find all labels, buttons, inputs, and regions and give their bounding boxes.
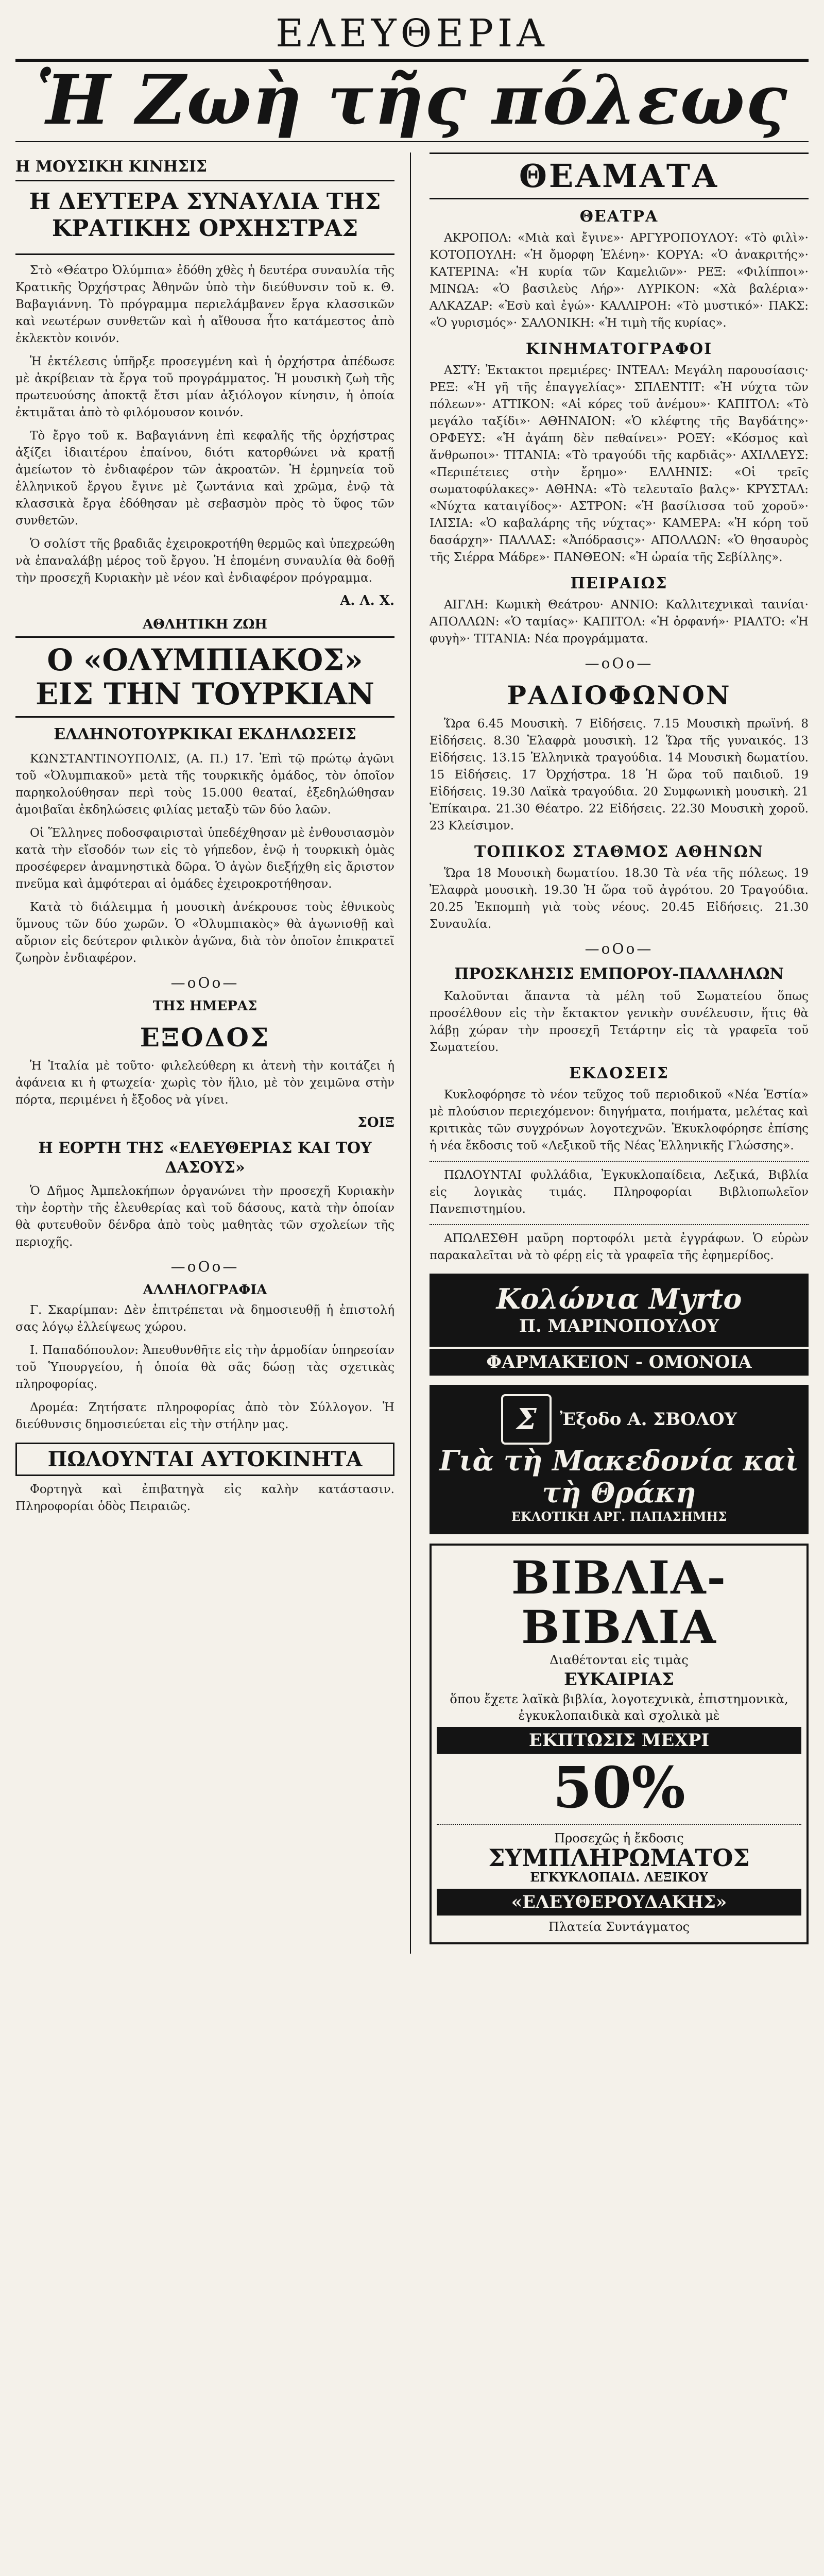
theatre-section-title: ΘΕΑΜΑΤΑ <box>430 152 809 199</box>
sale-notice <box>430 1167 809 1218</box>
separator-ornament: —oOo— <box>585 655 654 672</box>
theatre-listings <box>430 230 809 332</box>
books-ad-upcoming: Προσεχῶς ἡ ἔκδοσις <box>554 1831 684 1845</box>
sports-article <box>15 751 394 967</box>
local-station-head: ΤΟΠΙΚΟΣ ΣΤΑΘΜΟΣ ΑΘΗΝΩΝ <box>474 843 764 861</box>
cologne-banner: ΦΑΡΜΑΚΕΙΟΝ - ΟΜΟΝΟΙΑ <box>430 1349 809 1376</box>
dotted-divider <box>430 1161 809 1162</box>
book-ad-header <box>437 1394 801 1445</box>
sports-subheadline: ΕΛΛΗΝΟΤΟΥΡΚΙΚΑΙ ΕΚΔΗΛΩΣΕΙΣ <box>54 725 356 743</box>
today-headline: ΕΞΟΔΟΣ <box>140 1022 270 1053</box>
books-ad-discount-label: ΕΚΠΤΩΣΙΣ ΜΕΧΡΙ <box>437 1727 801 1754</box>
cinema-listings <box>430 362 809 566</box>
sports-category: ΑΘΛΗΤΙΚΗ ΖΩΗ <box>143 617 267 632</box>
music-article <box>15 262 394 587</box>
sale-text: ΠΩΛΟΥΝΤΑΙ φυλλάδια, Ἐγκυκλοπαίδεια, Λεξικά, Βιβλία εἰς λογικὰς τιμάς. Πληροφορίαι Βιβλιοπωλεῖον Πανεπιστημίου. <box>430 1168 809 1216</box>
notice-article <box>430 988 809 1056</box>
section-rule <box>15 141 809 142</box>
cinema-head: ΚΙΝΗΜΑΤΟΓΡΑΦΟΙ <box>525 340 713 358</box>
publications-text: Κυκλοφόρησε τὸ νέον τεῦχος τοῦ περιοδικοῦ «Νέα Ἑστία» μὲ πλούσιον περιεχόμενον: διηγήματα, ποιήματα, μελέτας καὶ κριτικὰς τῶν συγχρόνων λογοτεχνῶν. Ἐκυκλοφόρησε ἐπίσης ἡ νέα ἔκδοσις τοῦ «Λεξικοῦ τῆς Νέας Ἑλληνικῆς Γλώσσης». <box>430 1088 809 1153</box>
book-ad-subtitle: Γιὰ τὴ Μακεδονία καὶ τὴ Θράκη <box>439 1444 799 1509</box>
letters-article <box>15 1302 394 1433</box>
book-ad <box>430 1385 809 1534</box>
book-ad-title: Ἐξοδο Α. ΣΒΟΛΟΥ <box>560 1409 737 1430</box>
paper-name: ΕΛΕΥΘΕΡΙΑ <box>276 11 548 56</box>
books-ad-publisher: «ΕΛΕΥΘΕΡΟΥΔΑΚΗΣ» <box>437 1889 801 1916</box>
festival-headline: Η ΕΟΡΤΗ ΤΗΣ «ΕΛΕΥΘΕΡΙΑΣ ΚΑΙ ΤΟΥ ΔΑΣΟΥΣ» <box>38 1139 372 1177</box>
festival-text: Ὁ Δῆμος Ἀμπελοκήπων ὀργανώνει τὴν προσεχῆ Κυριακὴν τὴν ἐορτὴν τῆς ἐλευθερίας καὶ τοῦ δάσους, κατὰ τὴν ὁποίαν θὰ φυτευθοῦν δένδρα ἀπὸ τοὺς μαθητὰς τῶν σχολείων τῆς περιοχῆς. <box>15 1184 394 1249</box>
music-paragraph: Ἡ ἐκτέλεσις ὑπῆρξε προσεγμένη καὶ ἡ ὀρχήστρα ἀπέδωσε μὲ ἀκρίβειαν τὰ ἔργα τοῦ προγράμματος. Ἡ μουσικὴ ζωὴ τῆς πρωτευούσης ἀποκτᾷ ἔτσι μίαν ἀξιόλογον κίνησιν, ἡ ὁποία ἐκτιμᾶται ἀπὸ τὸ φιλόμουσον κοινόν. <box>15 355 394 419</box>
music-headline-box <box>15 180 394 255</box>
today-poem <box>15 1058 394 1109</box>
poem-text: Ἡ Ἰταλία μὲ τοῦτο· φιλελεύθερη κι ἀτενὴ τὴν κοιτάζει ἡ ἀφάνεια κι ἡ φτωχεία· χωρὶς τὸν ἥλιο, μὲ τὸν χειμῶνα στὴν πόρτα, περιμένει ἡ ἔξοδος νὰ γίνει. <box>15 1059 394 1107</box>
books-ad-description: ὅπου ἔχετε λαϊκὰ βιβλία, λογοτεχνικὰ, ἐπιστημονικὰ, ἐγκυκλοπαιδικὰ καὶ σχολικὰ μὲ <box>450 1692 788 1723</box>
local-station-schedule <box>430 865 809 933</box>
cinema-text: ΑΣΤΥ: Ἐκτακτοι πρεμιέρες· ΙΝΤΕΑΛ: Μεγάλη παρουσίασις· ΡΕΞ: «Ἡ γῆ τῆς ἐπαγγελίας»· ΣΠΛΕΝΤΙΤ: «Ἡ νύχτα τῶν πόλεων»· ΑΤΤΙΚΟΝ: «Αἱ κόρες τοῦ ἀνέμου»· ΚΑΠΙΤΟΛ: «Τὸ μεγάλο ταξίδι»· ΑΘΗΝΑΙΟΝ: «Ὁ κλέφτης τῆς Βαγδάτης»· ΟΡΦΕΥΣ: «Ἡ ἀγάπη δὲν πεθαίνει»· ΡΟΞΥ: «Κόσμος καὶ ἄνθρωποι»· ΤΙΤΑΝΙΑ: «Τὸ τραγούδι τῆς καρδιᾶς»· ΑΧΙΛΛΕΥΣ: «Περιπέτειες στὴν ἔρημο»· ΕΛΛΗΝΙΣ: «Οἱ τρεῖς σωματοφύλακες»· ΑΘΗΝΑ: «Τὸ τελευταῖο βαλς»· ΚΡΥΣΤΑΛ: «Νύχτα καταιγίδος»· ΑΣΤΡΟΝ: «Ἡ βασίλισσα τοῦ χοροῦ»· ΙΛΙΣΙΑ: «Ὁ καβαλάρης τῆς νύχτας»· ΚΑΜΕΡΑ: «Ἡ κόρη τοῦ δασάρχη»· ΠΑΛΛΑΣ: «Ἀπόδρασις»· ΑΠΟΛΛΩΝ: «Ὁ θησαυρὸς τῆς Σιέρρα Μάδρε»· ΠΑΝΘΕΟΝ: «Ἡ ὡραία τῆς Σεβίλλης». <box>430 364 809 564</box>
books-ad-title: ΒΙΒΛΙΑ-ΒΙΒΛΙΑ <box>511 1551 727 1654</box>
publisher-logo-icon: Σ <box>501 1394 552 1445</box>
radio-title: ΡΑΔΙΟΦΩΝΟΝ <box>507 680 731 710</box>
books-ad-discount: 50% <box>553 1754 685 1821</box>
letters-category: ΑΛΛΗΛΟΓΡΑΦΙΑ <box>143 1282 267 1298</box>
music-category: Η ΜΟΥΣΙΚΗ ΚΙΝΗΣΙΣ <box>15 158 207 176</box>
letter-item: Δρομέα: Ζητήσατε πληροφορίας ἀπὸ τὸν Σύλλογον. Ἡ διεύθυνσις δημοσιεύεται εἰς τὴν στήλην μας. <box>15 1401 394 1431</box>
music-signature: Α. Λ. Χ. <box>340 593 394 608</box>
masthead <box>15 10 809 142</box>
sports-headline-box <box>15 636 394 718</box>
dotted-divider <box>430 1224 809 1225</box>
classified-article <box>15 1481 394 1515</box>
letter-item: Γ. Σκαρίμπαν: Δὲν ἐπιτρέπεται νὰ δημοσιευθῇ ἡ ἐπιστολή σας λόγῳ ἐλλείψεως χώρου. <box>15 1303 394 1334</box>
section-title: Ἡ Ζωὴ τῆς πόλεως <box>36 60 788 140</box>
lost-text: ΑΠΩΛΕΣΘΗ μαῦρη πορτοφόλι μετὰ ἐγγράφων. Ὁ εὑρὼν παρακαλεῖται νὰ τὸ φέρῃ εἰς τὰ γραφεῖα τῆς ἐφημερίδος. <box>430 1232 809 1262</box>
lost-notice <box>430 1230 809 1264</box>
books-ad-encyclopedia: ΕΓΚΥΚΛΟΠΑΙΔ. ΛΕΞΙΚΟΥ <box>530 1870 708 1885</box>
local-station-text: Ὥρα 18 Μουσικὴ δωματίου. 18.30 Τὰ νέα τῆς πόλεως. 19 Ἐλαφρὰ μουσικὴ. 19.30 Ἡ ὥρα τοῦ ἀγρότου. 20 Τραγούδια. 20.25 Ἐκπομπὴ γιὰ τοὺς νέους. 20.45 Εἰδήσεις. 21.30 Συναυλία. <box>430 867 809 931</box>
books-ad-supplement: ΣΥΜΠΛΗΡΩΜΑΤΟΣ <box>488 1844 750 1872</box>
music-paragraph: Τὸ ἔργο τοῦ κ. Βαβαγιάννη ἐπὶ κεφαλῆς τῆς ὀρχήστρας ἀξίζει ἰδιαιτέρου ἐπαίνου, διότι κατορθώνει νὰ κρατῇ ἀμείωτον τὸ ἐνδιαφέρον τῶν ἀκροατῶν. Ἡ ἑρμηνεία τοῦ ἑλληνικοῦ ἔργου ἔγινε μὲ ζωντάνια καὶ χρῶμα, ἐνῷ τὰ κλασσικὰ ἔργα ἐδόθησαν μὲ σεβασμὸν πρὸς τὸ ὕφος τῶν συνθετῶν. <box>15 429 394 528</box>
sports-headline: Ο «ΟΛΥΜΠΙΑΚΟΣ» ΕΙΣ ΤΗΝ ΤΟΥΡΚΙΑΝ <box>36 642 374 711</box>
notice-text: Καλοῦνται ἅπαντα τὰ μέλη τοῦ Σωματείου ὅπως προσέλθουν εἰς τὴν ἔκτακτον γενικὴν συνέλευσιν, ἥτις θὰ λάβῃ χώραν τὴν προσεχῆ Τετάρτην εἰς τὰ γραφεῖα τοῦ Σωματείου. <box>430 990 809 1054</box>
classified-heading: ΠΩΛΟΥΝΤΑΙ ΑΥΤΟΚΙΝΗΤΑ <box>15 1443 394 1476</box>
piraeus-listings <box>430 597 809 648</box>
poem-signature: ΣΟΙΞ <box>357 1115 394 1130</box>
separator-ornament: —oOo— <box>585 940 654 957</box>
publications-head: ΕΚΔΟΣΕΙΣ <box>569 1064 669 1082</box>
theatre-head: ΘΕΑΤΡΑ <box>579 208 659 226</box>
today-category: ΤΗΣ ΗΜΕΡΑΣ <box>152 998 258 1014</box>
book-ad-publisher: ΕΚΛΟΤΙΚΗ ΑΡΓ. ΠΑΠΑΣΗΜΗΣ <box>511 1509 727 1524</box>
sports-paragraph: ΚΩΝΣΤΑΝΤΙΝΟΥΠΟΛΙΣ, (Α. Π.) 17. Ἐπὶ τῷ πρώτῳ ἀγῶνι τοῦ «Ὀλυμπιακοῦ» μετὰ τῆς τουρκικῆς ὁμάδος, τὸν ὁποῖον παρηκολούθησαν περὶ τοὺς 15.000 θεαταί, ἐξεδηλώθησαν ἀμοιβαῖαι ἐκδηλώσεις φιλίας μεταξὺ τῶν δύο λαῶν. <box>15 752 394 817</box>
letter-item: Ι. Παπαδόπουλον: Ἀπευθυνθῆτε εἰς τὴν ἁρμοδίαν ὑπηρεσίαν τοῦ Ὑπουργείου, ἡ ὁποία θὰ σᾶς δώσῃ τὰς σχετικὰς πληροφορίας. <box>15 1344 394 1391</box>
notice-head: ΠΡΟΣΚΛΗΣΙΣ ΕΜΠΟΡΟΥ-ΠΑΛΛΗΛΩΝ <box>454 965 784 983</box>
cologne-ad <box>430 1274 809 1347</box>
cologne-title: Κολώνια Myrto <box>496 1282 742 1315</box>
radio-text: Ὥρα 6.45 Μουσικὴ. 7 Εἰδήσεις. 7.15 Μουσικὴ πρωϊνή. 8 Εἰδήσεις. 8.30 Ἐλαφρὰ μουσικὴ. 12 Ὥρα τῆς γυναικός. 13 Εἰδήσεις. 13.15 Ἑλληνικὰ τραγούδια. 14 Μουσικὴ δωματίου. 15 Εἰδήσεις. 17 Ὀρχήστρα. 18 Ἡ ὥρα τοῦ παιδιοῦ. 19 Εἰδήσεις. 19.30 Λαϊκὰ τραγούδια. 20 Συμφωνικὴ μουσικὴ. 21 Ἐπίκαιρα. 21.30 Θέατρο. 22 Εἰδήσεις. 22.30 Μουσικὴ χοροῦ. 23 Κλείσιμον. <box>430 717 809 833</box>
publications-article <box>430 1087 809 1155</box>
piraeus-head: ΠΕΙΡΑΙΩΣ <box>570 574 668 592</box>
music-paragraph: Ὁ σολίστ τῆς βραδιᾶς ἐχειροκροτήθη θερμῶς καὶ ὑπεχρεώθη νὰ ἐπαναλάβῃ μέρος τοῦ ἔργου. Ἡ ἑπομένη συναυλία θὰ δοθῇ τὴν προσεχῆ Κυριακὴν μὲ νέον καὶ ἐνδιαφέρον πρόγραμμα. <box>15 537 394 585</box>
books-ad-bargain: ΕΥΚΑΙΡΙΑΣ <box>564 1669 674 1690</box>
classified-text: Φορτηγὰ καὶ ἐπιβατηγὰ εἰς καλὴν κατάστασιν. Πληροφορίαι ὁδὸς Πειραιῶς. <box>15 1483 394 1513</box>
radio-schedule <box>430 716 809 835</box>
books-ad-line: Διαθέτονται εἰς τιμὰς <box>550 1653 689 1667</box>
books-ad-address: Πλατεία Συντάγματος <box>548 1920 690 1934</box>
festival-article <box>15 1183 394 1251</box>
music-headline: Η ΔΕΥΤΕΡΑ ΣΥΝΑΥΛΙΑ ΤΗΣ ΚΡΑΤΙΚΗΣ ΟΡΧΗΣΤΡΑΣ <box>29 189 381 242</box>
separator-ornament: —oOo— <box>170 1258 239 1275</box>
piraeus-text: ΑΙΓΛΗ: Κωμικὴ Θεάτρου· ΑΝΝΙΟ: Καλλιτεχνικαὶ ταινίαι· ΑΠΟΛΛΩΝ: «Ὁ ταμίας»· ΚΑΠΙΤΟΛ: «Ἡ ὀρφανή»· ΡΙΑΛΤΟ: «Ἡ φυγὴ»· ΤΙΤΑΝΙΑ: Νέα προγράμματα. <box>430 598 809 646</box>
left-column <box>15 152 411 1954</box>
columns <box>15 152 809 1954</box>
books-sale-ad <box>430 1544 809 1944</box>
sports-paragraph: Οἱ Ἕλληνες ποδοσφαιρισταὶ ὑπεδέχθησαν μὲ ἐνθουσιασμὸν κατὰ τὴν εἴσοδόν των εἰς τὸ γήπεδον, ἐνῷ ἡ τουρκικὴ ὁμὰς προσέφερεν ἀναμνηστικὰ δῶρα. Ὁ ἀγὼν διεξήχθη εἰς ἄριστον πνεῦμα καὶ ἀμφότεραι αἱ ὁμάδες ἐχειροκροτήθησαν. <box>15 826 394 891</box>
sports-paragraph: Κατὰ τὸ διάλειμμα ἡ μουσικὴ ἀνέκρουσε τοὺς ἐθνικοὺς ὕμνους τῶν δύο χωρῶν. Ὁ «Ὀλυμπιακὸς» θὰ ἀγωνισθῇ καὶ αὔριον εἰς δεύτερον φιλικὸν ἀγῶνα, διὰ τὸν ὁποῖον ἐπικρατεῖ ζωηρὸν ἐνδιαφέρον. <box>15 901 394 965</box>
cologne-maker: Π. ΜΑΡΙΝΟΠΟΥΛΟΥ <box>519 1316 719 1336</box>
separator-ornament: —oOo— <box>170 974 239 991</box>
right-column <box>430 152 809 1954</box>
music-paragraph: Στὸ «Θέατρο Ὀλύμπια» ἐδόθη χθὲς ἡ δευτέρα συναυλία τῆς Κρατικῆς Ὀρχήστρας Ἀθηνῶν ὑπὸ τὴν διεύθυνσιν τοῦ κ. Θ. Βαβαγιάννη. Τὸ πρόγραμμα περιελάμβανεν ἔργα κλασσικῶν καὶ νεωτέρων συνθετῶν καὶ ἡ αἴθουσα ἦτο κατάμεστος ἀπὸ ἐκλεκτὸν κοινόν. <box>15 264 394 345</box>
dotted-divider <box>437 1824 801 1825</box>
theatre-text: ΑΚΡΟΠΟΛ: «Μιὰ καὶ ἔγινε»· ΑΡΓΥΡΟΠΟΥΛΟΥ: «Τὸ φιλὶ»· ΚΟΤΟΠΟΥΛΗ: «Ἡ ὄμορφη Ἑλένη»· ΚΟΡΥΑ: «Ὁ ἀνακριτής»· ΚΑΤΕΡΙΝΑ: «Ἡ κυρία τῶν Καμελιῶν»· ΡΕΞ: «Φιλίπποι»· ΜΙΝΩΑ: «Ὁ βασιλεὺς Λήρ»· ΛΥΡΙΚΟΝ: «Χὰ βαλέρια»· ΑΛΚΑΖΑΡ: «Ἐσὺ καὶ ἐγώ»· ΚΑΛΛΙΡΟΗ: «Τὸ μυστικό»· ΠΑΚΣ: «Ὁ γυρισμός»· ΣΑΛΟΝΙΚΗ: «Ἡ τιμὴ τῆς κυρίας». <box>430 231 809 330</box>
